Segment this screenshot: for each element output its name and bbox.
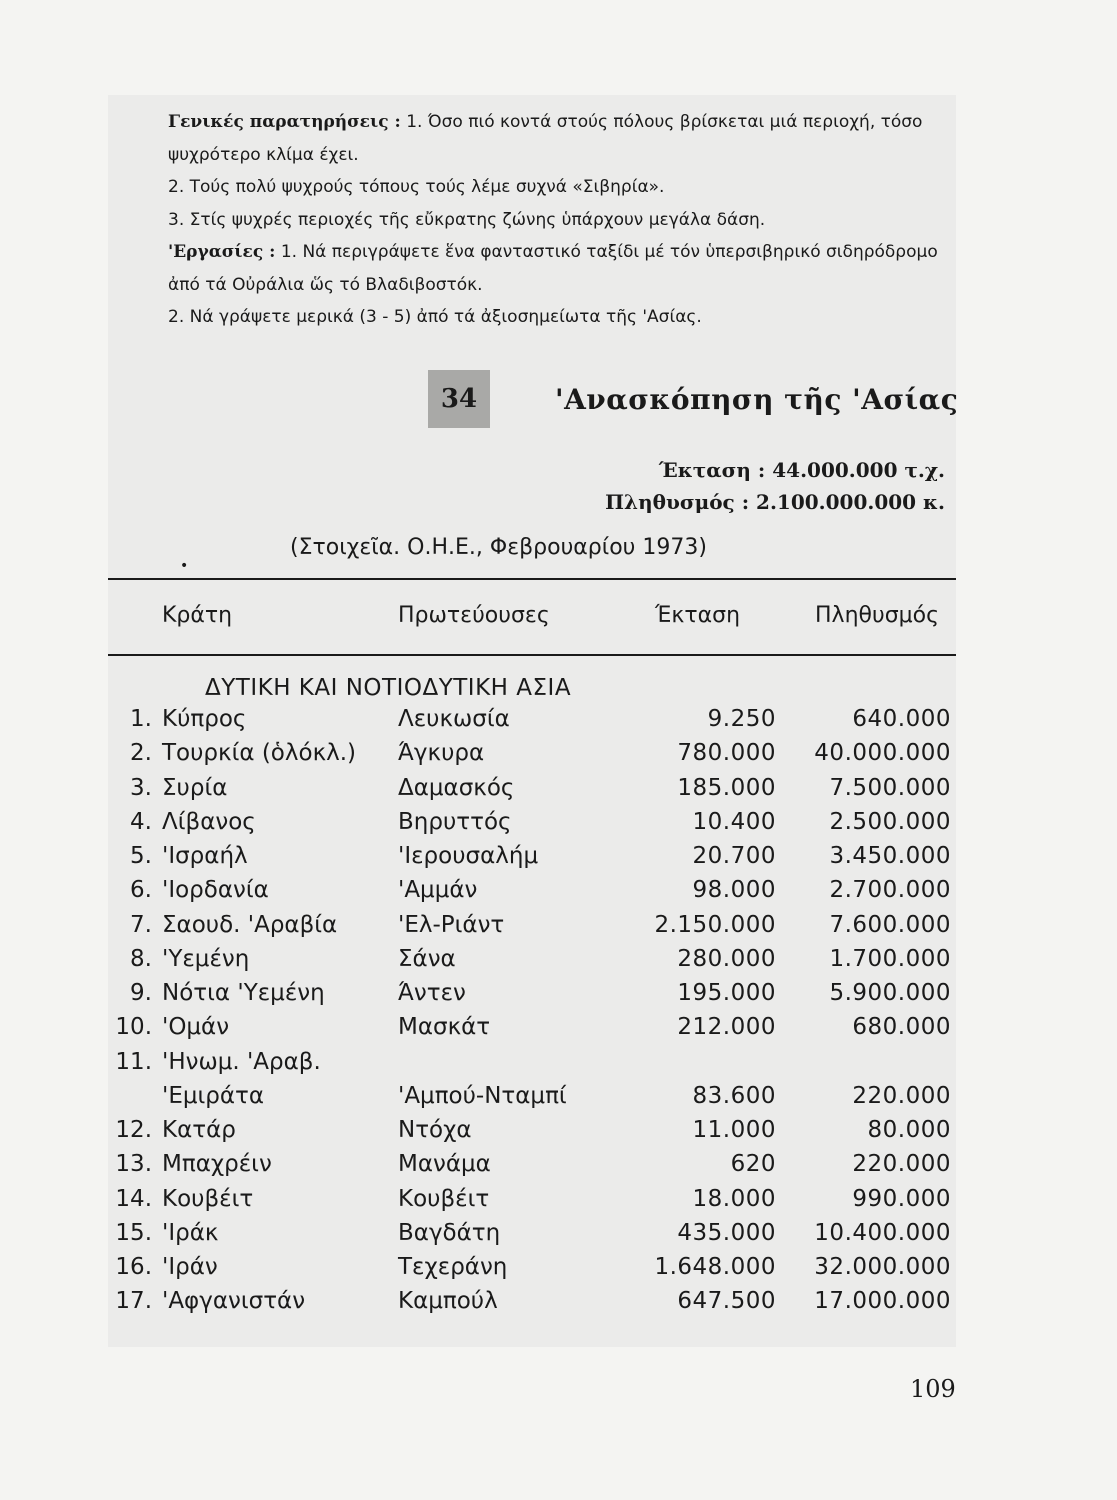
- capital-name: Άγκυρα: [398, 740, 485, 767]
- population-value: 1.700.000: [829, 945, 951, 972]
- area-value: 10.400: [692, 808, 776, 835]
- capital-name: Καμπούλ: [398, 1288, 498, 1315]
- table-row: [108, 771, 956, 805]
- capital-name: Βαγδάτη: [398, 1219, 501, 1246]
- row-number: 12.: [115, 1117, 152, 1143]
- notes-section: [108, 106, 956, 334]
- area-value: 1.648.000: [654, 1254, 776, 1280]
- row-number: 2.: [130, 740, 152, 767]
- row-number: 17.: [115, 1288, 152, 1315]
- population-value: 80.000: [867, 1117, 951, 1143]
- area-value: 620: [730, 1151, 776, 1178]
- exercises-label: 'Εργασίες :: [168, 242, 276, 262]
- state-name: Κύπρος: [162, 706, 247, 732]
- state-name: Συρία: [162, 774, 228, 801]
- row-number: 8.: [130, 945, 152, 972]
- table-header-rule: [108, 654, 956, 656]
- state-name: 'Υεμένη: [162, 945, 250, 972]
- capital-name: Άντεν: [398, 980, 466, 1006]
- state-name: Κουβέιτ: [162, 1185, 254, 1212]
- population-value: 680.000: [852, 1014, 951, 1041]
- state-name: 'Ιορδανία: [162, 877, 269, 904]
- capital-name: 'Αμμάν: [398, 877, 478, 904]
- state-name: Τουρκία (ὁλόκλ.): [162, 740, 357, 767]
- row-number: 13.: [115, 1151, 152, 1178]
- table-row: [108, 1216, 956, 1250]
- general-notes-label: Γενικές παρατηρήσεις :: [168, 112, 401, 132]
- state-name: Μπαχρέιν: [162, 1151, 272, 1178]
- row-number: 3.: [130, 774, 152, 801]
- table-row: [108, 1045, 956, 1079]
- table-row: [108, 1284, 956, 1318]
- area-value: 185.000: [677, 774, 776, 801]
- area-stat: Έκταση : 44.000.000 τ.χ.: [658, 458, 945, 482]
- area-value: 11.000: [692, 1117, 776, 1143]
- row-number: 1.: [130, 706, 152, 732]
- table-row: [108, 805, 956, 839]
- row-number: 16.: [115, 1254, 152, 1280]
- area-value: 212.000: [677, 1014, 776, 1041]
- region-heading: ΔΥΤΙΚΗ ΚΑΙ ΝΟΤΙΟΔΥΤΙΚΗ ΑΣΙΑ: [205, 675, 572, 701]
- capital-name: Λευκωσία: [398, 706, 510, 732]
- state-name: 'Ισραήλ: [162, 843, 248, 869]
- table-row: [108, 702, 956, 736]
- population-value: 32.000.000: [814, 1254, 951, 1280]
- population-value: 640.000: [852, 706, 951, 732]
- population-value: 220.000: [852, 1082, 951, 1109]
- state-name: Σαουδ. 'Αραβία: [162, 911, 338, 938]
- population-value: 3.450.000: [829, 843, 951, 869]
- table-row: [108, 1010, 956, 1044]
- capital-name: Σάνα: [398, 945, 456, 972]
- table-top-rule: [108, 578, 956, 580]
- area-value: 647.500: [677, 1288, 776, 1315]
- row-number: 4.: [130, 808, 152, 835]
- state-name: Λίβανος: [162, 808, 256, 835]
- header-state: Κράτη: [162, 603, 233, 628]
- lesson-title: 'Ανασκόπηση τῆς 'Ασίας: [555, 383, 959, 416]
- area-value: 195.000: [677, 980, 776, 1006]
- table-row: [108, 839, 956, 873]
- area-value: 20.700: [692, 843, 776, 869]
- table-row: [108, 942, 956, 976]
- row-number: 11.: [115, 1048, 152, 1075]
- area-value: 435.000: [677, 1219, 776, 1246]
- lesson-number-badge: 34: [428, 370, 490, 428]
- state-name: Κατάρ: [162, 1117, 236, 1143]
- page-number: 109: [910, 1375, 956, 1403]
- table-row: [108, 1113, 956, 1147]
- table-row: [108, 873, 956, 907]
- source-note: (Στοιχεῖα. Ο.Η.Ε., Φεβρουαρίου 1973): [290, 535, 707, 560]
- area-value: 280.000: [677, 945, 776, 972]
- population-value: 990.000: [852, 1185, 951, 1212]
- capital-name: Ντόχα: [398, 1117, 472, 1143]
- area-value: 18.000: [692, 1185, 776, 1212]
- row-number: 10.: [115, 1014, 152, 1041]
- row-number: 15.: [115, 1219, 152, 1246]
- population-value: 5.900.000: [829, 980, 951, 1006]
- row-number: 14.: [115, 1185, 152, 1212]
- table-row: [108, 1079, 956, 1113]
- row-number: 5.: [130, 843, 152, 869]
- area-value: 2.150.000: [654, 911, 776, 938]
- population-value: 220.000: [852, 1151, 951, 1178]
- table-row: [108, 1182, 956, 1216]
- exercise-1: 'Εργασίες : 1. Νά περιγράψετε ἕνα φανταστικό ταξίδι μέ τόν ὑπερσιβηρικό σιδηρόδρομο ἀπό τά Οὐράλια ὥς τό Βλαδιβοστόκ.: [168, 242, 938, 295]
- table-row: [108, 976, 956, 1010]
- capital-name: 'Αμπού-Νταμπί: [398, 1082, 567, 1109]
- population-value: 7.600.000: [829, 911, 951, 938]
- state-name: 'Ομάν: [162, 1014, 230, 1041]
- capital-name: Μασκάτ: [398, 1014, 491, 1041]
- state-name: 'Αφγανιστάν: [162, 1288, 306, 1315]
- population-value: 17.000.000: [814, 1288, 951, 1315]
- table-row: [108, 736, 956, 770]
- general-note-2: 2. Τούς πολύ ψυχρούς τόπους τούς λέμε συχνά «Σιβηρία».: [168, 177, 665, 197]
- stray-dot: •: [180, 558, 189, 574]
- area-value: 9.250: [707, 706, 776, 732]
- area-value: 98.000: [692, 877, 776, 904]
- header-area: Έκταση: [655, 603, 741, 628]
- capital-name: Κουβέιτ: [398, 1185, 490, 1212]
- state-name: 'Ιράν: [162, 1254, 218, 1280]
- state-name: 'Ιράκ: [162, 1219, 219, 1246]
- table-row: [108, 1250, 956, 1284]
- row-number: 9.: [130, 980, 152, 1006]
- header-capital: Πρωτεύουσες: [398, 603, 550, 628]
- countries-table: [108, 702, 956, 1319]
- state-name: Νότια 'Υεμένη: [162, 980, 325, 1006]
- table-row: [108, 908, 956, 942]
- capital-name: 'Ελ-Ριάντ: [398, 911, 505, 938]
- capital-name: 'Ιερουσαλήμ: [398, 843, 539, 869]
- table-row: [108, 1147, 956, 1181]
- population-stat: Πληθυσμός : 2.100.000.000 κ.: [605, 490, 945, 514]
- area-value: 83.600: [692, 1082, 776, 1109]
- population-value: 10.400.000: [814, 1219, 951, 1246]
- row-number: 6.: [130, 877, 152, 904]
- header-population: Πληθυσμός: [815, 603, 940, 628]
- capital-name: Μανάμα: [398, 1151, 491, 1178]
- area-value: 780.000: [677, 740, 776, 767]
- population-value: 2.500.000: [829, 808, 951, 835]
- capital-name: Δαμασκός: [398, 774, 515, 801]
- population-value: 2.700.000: [829, 877, 951, 904]
- population-value: 40.000.000: [814, 740, 951, 767]
- state-name: 'Ηνωμ. 'Αραβ.: [162, 1048, 321, 1075]
- population-value: 7.500.000: [829, 774, 951, 801]
- capital-name: Τεχεράνη: [398, 1254, 508, 1280]
- capital-name: Βηρυττός: [398, 808, 512, 835]
- general-note-3: 3. Στίς ψυχρές περιοχές τῆς εὔκρατης ζώνης ὑπάρχουν μεγάλα δάση.: [168, 209, 766, 230]
- exercise-2: 2. Νά γράψετε μερικά (3 - 5) ἀπό τά ἀξιοσημείωτα τῆς 'Ασίας.: [168, 307, 702, 327]
- state-name: 'Εμιράτα: [162, 1082, 265, 1109]
- general-note-1: Γενικές παρατηρήσεις : 1. Όσο πιό κοντά στούς πόλους βρίσκεται μιά περιοχή, τόσο ψυχρότερο κλίμα έχει.: [168, 112, 923, 165]
- row-number: 7.: [130, 911, 152, 938]
